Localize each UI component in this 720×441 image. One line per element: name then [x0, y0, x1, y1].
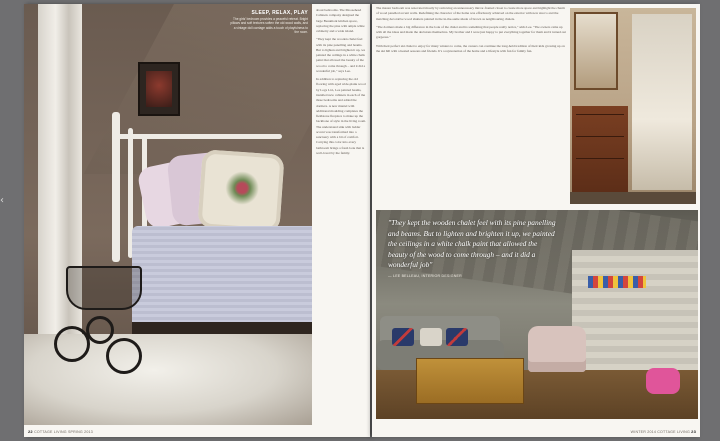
doll-carriage — [66, 266, 142, 310]
union-jack-cushion — [392, 328, 414, 346]
previous-page-tab[interactable] — [0, 195, 12, 235]
headboard-rail — [112, 134, 282, 139]
carriage-wheel — [54, 326, 90, 362]
article-paragraph: With their perfect ski chalet to enjoy for many winters to come, the owners can continue the long-held tradition of their kids growing up on the ski hill with a heated seasons and friends. It's a rejuvenation of the home and a lifestyle with fun for family fun. — [376, 43, 565, 53]
wall-picture-frame — [138, 62, 180, 116]
photo-caption — [230, 10, 308, 72]
caption-title: SLEEP, RELAX, PLAY — [251, 10, 308, 16]
article-column — [316, 8, 366, 420]
floral-pillow — [197, 149, 284, 233]
article-paragraph: "The dormers made a big difference in the look of the chalet and its something that people really notice," adds Lee. "The owners came up with all the ideas and made the decisions themselves. My brother and I were just happy to put everything together for them and it turned out gorgeous." — [376, 24, 566, 40]
carriage-wheel — [106, 338, 142, 374]
article-paragraph: "They kept the wooden chalet feel with its pine panelling and beams. But to lighten and brighten it up, we painted the ceilings in a white chalk paint that allowed the beauty of the wood to come through – and it did a wonderful job," says Lee. — [316, 37, 366, 73]
article-paragraph: In addition to replacing the old flooring with aged wide-plank wood by Logs Ltd., Lee painted beams, installed new cabinets in each of the three bedrooms and added the dormers. A new mantel with additional moulding completes the fieldstone fireplace to make up the backbone of style in the living room. The understated sink with ladder accent was transformed into a sanctuary with a bit of comfort. Carrying this color into every bathroom brings a fresh look that is well-loved by the family. — [316, 77, 366, 155]
pull-quote-text: "They kept the wooden chalet feel with its pine panelling and beams. But to lighten and brighten it up, we painted the ceilings in a white chalk paint that allowed the beauty of the wood to come through – and it did a wonderful job" — [388, 218, 556, 270]
right-page — [372, 4, 700, 437]
article-paragraph: about bedrooms. The Moosehead Cabinets company designed the large Beaumont kitchen space, replacing the pine with ample white cabinetry and a wide island. — [316, 8, 365, 34]
left-page-footer — [28, 429, 93, 434]
article-paragraph: The master bedroom was renovated mostly by removing an unnecessary mirror-fronted closet to create more space and highlight the charm of wood panelled accent walls. Redefining the character of the home was effortlessly achieved on the exterior with new stucco and the matching decorative wood shutters painted in the in-the-same shade of brown as neighbouring chalets. — [376, 6, 565, 21]
pull-quote-source: — LEE BELLEAU, INTERIOR DESIGNER — [388, 273, 462, 278]
issue-label: WINTER 2014 — [630, 430, 657, 434]
glass-shower — [632, 14, 692, 190]
quilted-bedspread — [132, 226, 312, 332]
chevron-left-icon: ‹ — [0, 195, 4, 206]
left-page — [24, 4, 370, 437]
pull-quote — [388, 218, 556, 278]
magazine-name: COTTAGE LIVING — [34, 430, 67, 434]
bathroom-photo — [570, 8, 696, 204]
cushion — [420, 328, 442, 346]
union-jack-cushion — [446, 328, 468, 346]
carriage-wheel — [86, 316, 114, 344]
page-number: 22 — [28, 429, 33, 434]
wooden-chest-table — [416, 358, 524, 404]
issue-label: SPRING 2013 — [67, 430, 93, 434]
right-page-footer — [631, 429, 696, 434]
article-column — [376, 6, 566, 202]
bedroom-photo — [24, 4, 312, 425]
loft-living-room-photo — [376, 210, 698, 419]
bathroom-mirror — [574, 12, 618, 90]
bathroom-floor — [570, 192, 696, 204]
toy-shelf — [588, 276, 646, 288]
caption-text: The girls' bedroom provides a peaceful retreat. Bright pillows and soft textures soften the old wood walls, and a vintage doll carriage adds a touch of playfulness to the room. — [230, 17, 308, 35]
pink-toy-car — [646, 368, 680, 394]
page-number: 23 — [691, 429, 696, 434]
magazine-name: COTTAGE LIVING — [657, 430, 690, 434]
pink-armchair — [528, 326, 586, 372]
wood-vanity — [572, 106, 628, 192]
